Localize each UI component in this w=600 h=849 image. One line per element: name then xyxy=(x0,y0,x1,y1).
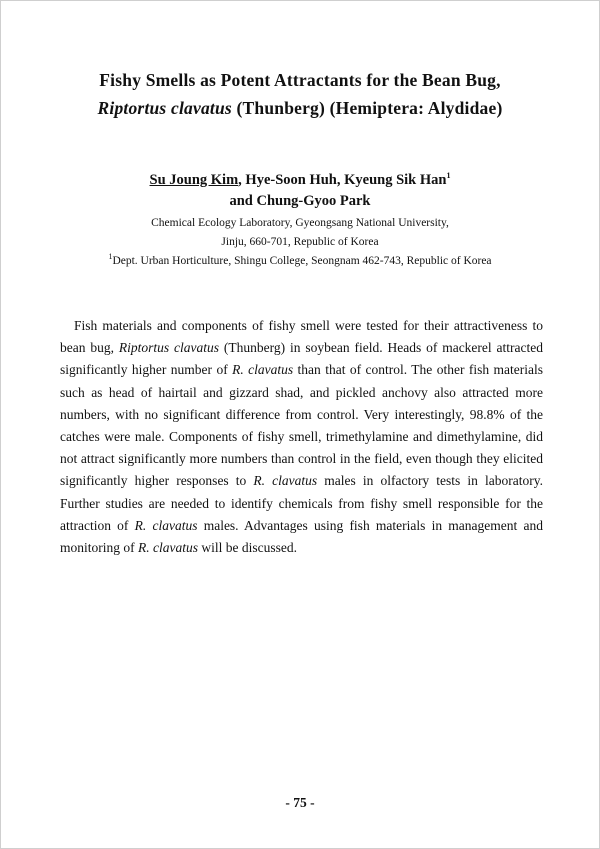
author-affiliation-marker: 1 xyxy=(446,171,451,181)
abstract-species-4: R. clavatus xyxy=(134,517,198,533)
title-species: Riptortus clavatus xyxy=(97,98,232,118)
abstract-s2: (Thunberg) in soybean field. Heads of mackerel attracted significantly higher number of xyxy=(60,340,544,378)
other-authors: , Hye-Soon Huh, Kyeung Sik Han xyxy=(238,172,447,188)
author-list xyxy=(40,170,560,212)
page-number: - 75 - xyxy=(285,795,315,810)
affiliation-line-3 xyxy=(40,252,560,271)
affiliation-line-2: Jinju, 660-701, Republic of Korea xyxy=(221,236,379,248)
authors-line-1 xyxy=(40,170,560,191)
abstract-s1: Fish materials and components of fishy smell were tested for their attractiveness to bean bug, xyxy=(60,318,543,356)
first-author: Su Joung Kim xyxy=(149,172,239,188)
abstract-species-2: R. clavatus xyxy=(232,362,294,378)
affiliations xyxy=(40,214,560,271)
affiliation-line-1: Chemical Ecology Laboratory, Gyeongsang National University, xyxy=(151,217,449,229)
abstract-species-1: Riptortus clavatus xyxy=(118,340,219,356)
abstract-species-3: R. clavatus xyxy=(253,473,318,489)
abstract-s3: than that of control. The other fish materials such as head of hairtail and gizzard shad, and pickled anchovy also attracted more numbers, with no significant difference from control. Very interestingly, 98.8% of the catches were male. Components of fishy smell, trimethylamine and dimethylamine, did not attract significantly more numbers than control in the field, even though they elicited significantly higher responses to xyxy=(60,362,543,489)
affiliation-line-3-text: Dept. Urban Horticulture, Shingu College, Seongnam 462-743, Republic of Korea xyxy=(112,255,492,267)
paper-title xyxy=(40,66,560,122)
affiliation-marker: 1 xyxy=(108,252,113,262)
abstract-paragraph xyxy=(60,315,543,559)
abstract-s4: males in olfactory tests in laboratory. Further studies are needed to identify chemicals from fishy smell responsible for the attraction of xyxy=(60,473,543,533)
title-line-2-rest: (Thunberg) (Hemiptera: Alydidae) xyxy=(231,98,503,118)
title-line-2 xyxy=(40,94,560,122)
abstract-s6: will be discussed. xyxy=(198,540,297,556)
abstract-s5: males. Advantages using fish materials in management and monitoring of xyxy=(60,517,543,556)
abstract-species-5: R. clavatus xyxy=(138,540,198,556)
authors-line-2: and Chung-Gyoo Park xyxy=(229,193,371,209)
title-line-1: Fishy Smells as Potent Attractants for the Bean Bug, xyxy=(99,70,501,90)
